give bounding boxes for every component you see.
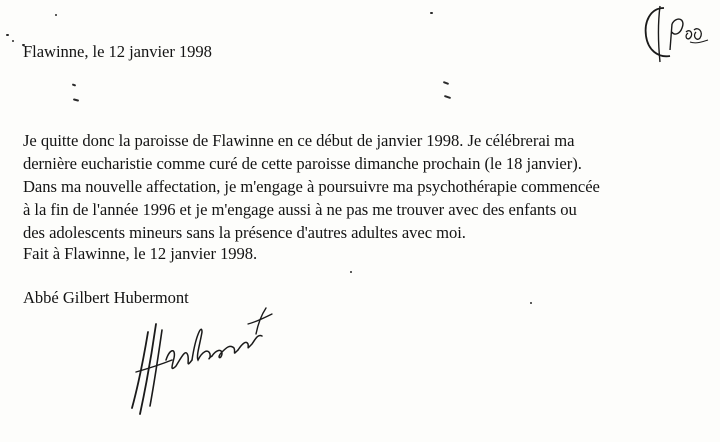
scan-speck (6, 34, 9, 36)
scan-speck (350, 271, 352, 273)
scan-speck (444, 95, 451, 99)
handwritten-signature (110, 294, 280, 424)
body-line: Dans ma nouvelle affectation, je m'engage à poursuivre ma psychothérapie commencée (23, 177, 600, 196)
body-line: Je quitte donc la paroisse de Flawinne en ce début de janvier 1998. Je célébrerai ma (23, 131, 575, 150)
signatory-name: Abbé Gilbert Hubermont (23, 288, 189, 307)
scan-speck (430, 12, 433, 14)
scan-speck (72, 83, 76, 86)
scan-speck (73, 98, 79, 101)
place-date-line: Flawinne, le 12 janvier 1998 (23, 42, 212, 61)
body-line: dernière eucharistie comme curé de cette paroisse dimanche prochain (le 18 janvier). (23, 154, 582, 173)
body-line: à la fin de l'année 1996 et je m'engage aussi à ne pas me trouver avec des enfants ou (23, 200, 577, 219)
page-number-stamp (630, 2, 720, 72)
scan-speck (443, 81, 449, 85)
scan-speck (55, 14, 57, 16)
scan-speck (530, 302, 532, 304)
closing-line: Fait à Flawinne, le 12 janvier 1998. (23, 244, 258, 263)
scan-speck (12, 40, 14, 42)
body-line: des adolescents mineurs sans la présence d'autres adultes avec moi. (23, 223, 466, 242)
